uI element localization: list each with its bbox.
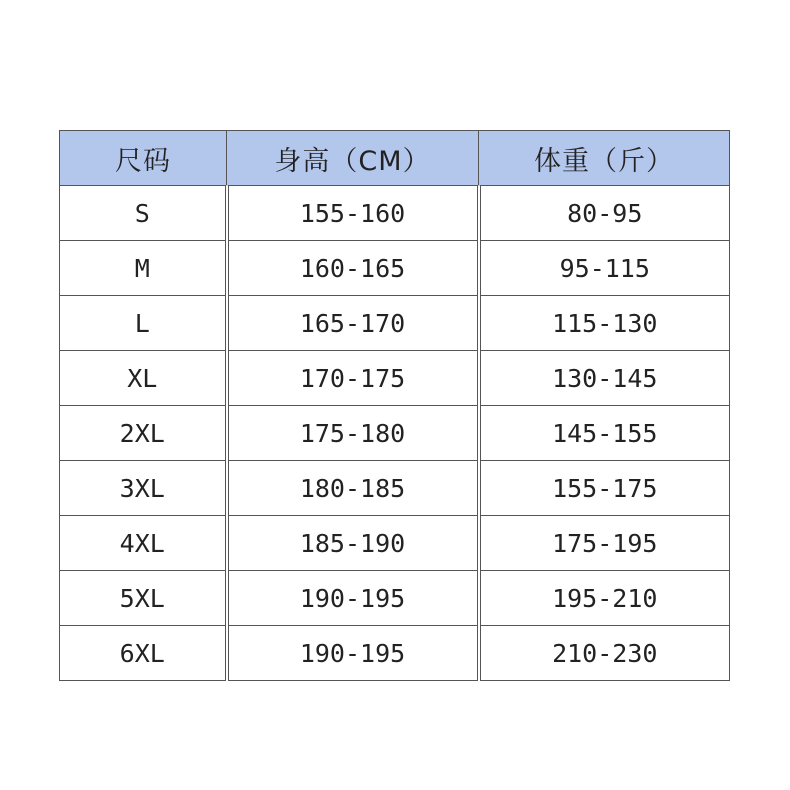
- size-chart-table: [59, 130, 730, 681]
- height-cell: 190-195: [227, 626, 479, 681]
- size-cell: M: [60, 241, 227, 296]
- height-cell: 175-180: [227, 406, 479, 461]
- height-cell: 155-160: [227, 186, 479, 241]
- header-row: [60, 131, 730, 186]
- table-row: [60, 241, 730, 296]
- table-row: [60, 406, 730, 461]
- height-cell: 165-170: [227, 296, 479, 351]
- height-cell: 190-195: [227, 571, 479, 626]
- height-cell: 185-190: [227, 516, 479, 571]
- size-cell: 5XL: [60, 571, 227, 626]
- table-row: [60, 571, 730, 626]
- weight-cell: 95-115: [479, 241, 730, 296]
- weight-cell: 155-175: [479, 461, 730, 516]
- size-cell: L: [60, 296, 227, 351]
- weight-cell: 130-145: [479, 351, 730, 406]
- weight-cell: 210-230: [479, 626, 730, 681]
- weight-cell: 175-195: [479, 516, 730, 571]
- header-height: 身高（CM）: [227, 131, 479, 186]
- height-cell: 180-185: [227, 461, 479, 516]
- header-weight: 体重（斤）: [479, 131, 730, 186]
- size-cell: 3XL: [60, 461, 227, 516]
- size-cell: XL: [60, 351, 227, 406]
- size-cell: 2XL: [60, 406, 227, 461]
- header-size: 尺码: [60, 131, 227, 186]
- size-cell: S: [60, 186, 227, 241]
- table-row: [60, 351, 730, 406]
- size-chart-header: [60, 131, 730, 186]
- table-row: [60, 626, 730, 681]
- size-cell: 6XL: [60, 626, 227, 681]
- size-chart-body: [60, 186, 730, 681]
- weight-cell: 195-210: [479, 571, 730, 626]
- height-cell: 170-175: [227, 351, 479, 406]
- weight-cell: 145-155: [479, 406, 730, 461]
- size-cell: 4XL: [60, 516, 227, 571]
- table-row: [60, 461, 730, 516]
- weight-cell: 80-95: [479, 186, 730, 241]
- table-row: [60, 296, 730, 351]
- table-row: [60, 516, 730, 571]
- table-row: [60, 186, 730, 241]
- weight-cell: 115-130: [479, 296, 730, 351]
- height-cell: 160-165: [227, 241, 479, 296]
